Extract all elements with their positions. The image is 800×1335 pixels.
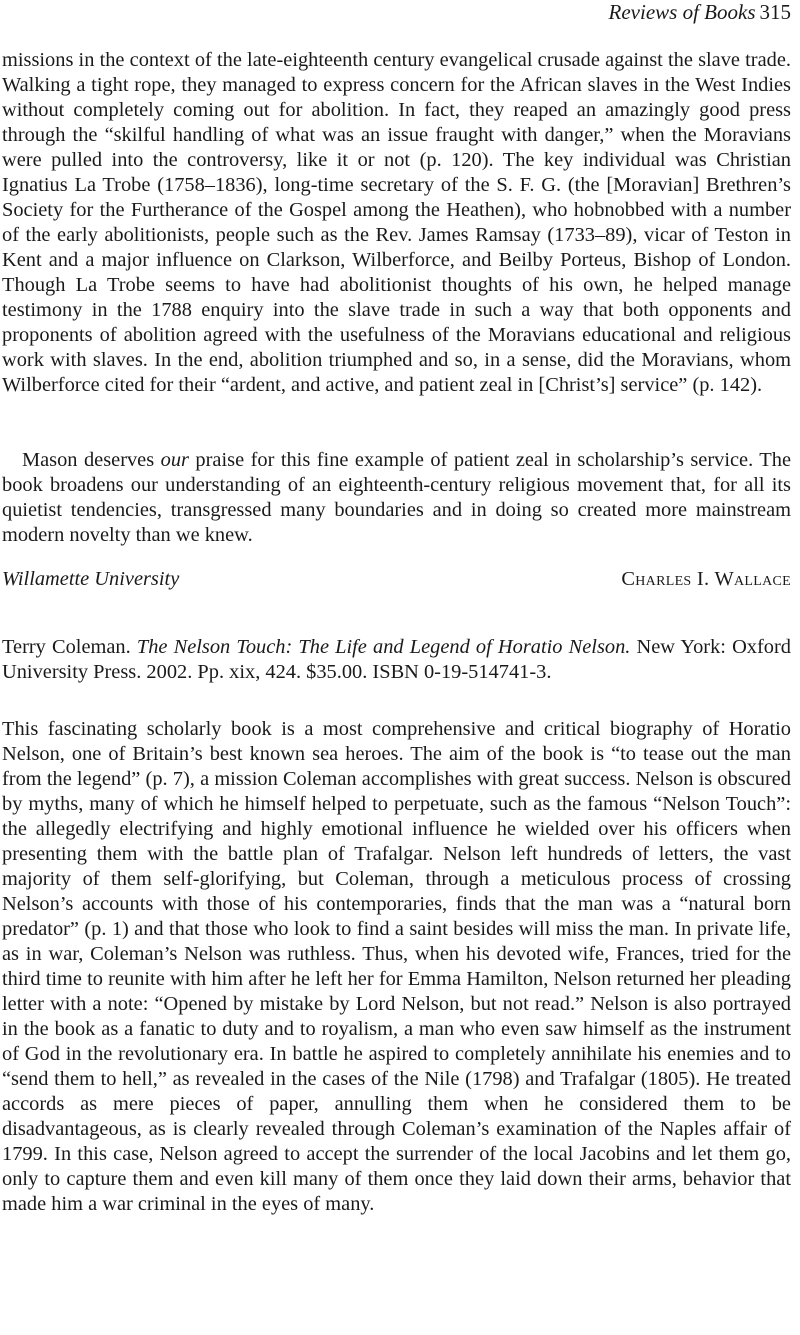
reviewer-name: Charles I. Wallace xyxy=(621,568,791,590)
running-head xyxy=(609,0,791,24)
review-closing-paragraph xyxy=(2,448,791,548)
closing-text-start: Mason deserves xyxy=(22,449,161,471)
book-author: Terry Coleman. xyxy=(2,636,137,658)
publication-details: New York: Oxford University Press. 2002. Pp. xix, 424. $35.00. ISBN 0-19-514741-3. xyxy=(2,636,791,683)
reviewer-institution: Willamette University xyxy=(2,568,180,590)
closing-text-rest: praise for this fine example of patient zeal in scholarship’s service. The book broadens our understanding of an eighteenth-century religious movement that, for all its quietist tendencies, transgressed many boundaries and in doing so created more mainstream modern novelty than we knew. xyxy=(2,449,792,546)
emphasis-word: our xyxy=(160,449,189,471)
book-title: The Nelson Touch: The Life and Legend of Horatio Nelson. xyxy=(136,636,631,658)
book-citation xyxy=(2,635,791,685)
page-number: 315 xyxy=(759,0,791,24)
running-head-title: Reviews of Books xyxy=(608,0,756,24)
review-body: This fascinating scholarly book is a most comprehensive and critical biography of Horatio Nelson, one of Britain’s best known sea heroes. The aim of the book is “to tease out the man from the legend” (p. 7), a mission Coleman accomplishes with great success. Nelson is obscured by myths, many of which he himself helped to perpetuate, such as the famous “Nelson Touch”: the allegedly electrifying and highly emotional influence he wielded over his officers when presenting them with the battle plan of Trafalgar. Nelson left hundreds of letters, the vast majority of them self-glorifying, but Coleman, through a meticulous process of crossing Nelson’s accounts with those of his contemporaries, finds that the man was a “natural born predator” (p. 1) and that those who look to find a saint besides will miss the man. In private life, as in war, Coleman’s Nelson was ruthless. Thus, when his devoted wife, Frances, tried for the third time to reunite with him after he left her for Emma Hamilton, Nelson returned her pleading letter with a note: “Opened by mistake by Lord Nelson, but not read.” Nelson is also portrayed in the book as a fanatic to duty and to royalism, a man who even saw himself as the instrument of God in the revolutionary era. In battle he aspired to completely annihilate his enemies and to “send them to hell,” as revealed in the cases of the Nile (1798) and Trafalgar (1805). He treated accords as mere pieces of paper, annulling them when he considered them to be disadvantageous, as is clearly revealed through Coleman’s examination of the Naples affair of 1799. In this case, Nelson agreed to accept the surrender of the local Jacobins and let them go, only to capture them and even kill many of them once they laid down their arms, behavior that made him a war criminal in the eyes of many. xyxy=(2,718,791,1215)
review-paragraph-continued: missions in the context of the late-eighteenth century evangelical crusade against the slave trade. Walking a tight rope, they managed to express concern for the African slaves in the West Indies without completely coming out for abolition. In fact, they reaped an amazingly good press through the “skilful handling of what was an issue fraught with danger,” when the Moravians were pulled into the controversy, like it or not (p. 120). The key individual was Christian Ignatius La Trobe (1758–1836), long-time secretary of the S. F. G. (the [Moravian] Brethren’s Society for the Furtherance of the Gospel among the Heathen), who hobnobbed with a number of the early abolitionists, people such as the Rev. James Ramsay (1733–89), vicar of Teston in Kent and a major influence on Clarkson, Wilberforce, and Beilby Porteus, Bishop of London. Though La Trobe seems to have had abolitionist thoughts of his own, he helped manage testimony in the 1788 enquiry into the slave trade in such a way that both opponents and proponents of abolition agreed with the usefulness of the Moravians educational and religious work with slaves. In the end, abolition triumphed and so, in a sense, did the Moravians, whom Wilberforce cited for their “ardent, and active, and patient zeal in [Christ’s] service” (p. 142). xyxy=(2,49,791,396)
